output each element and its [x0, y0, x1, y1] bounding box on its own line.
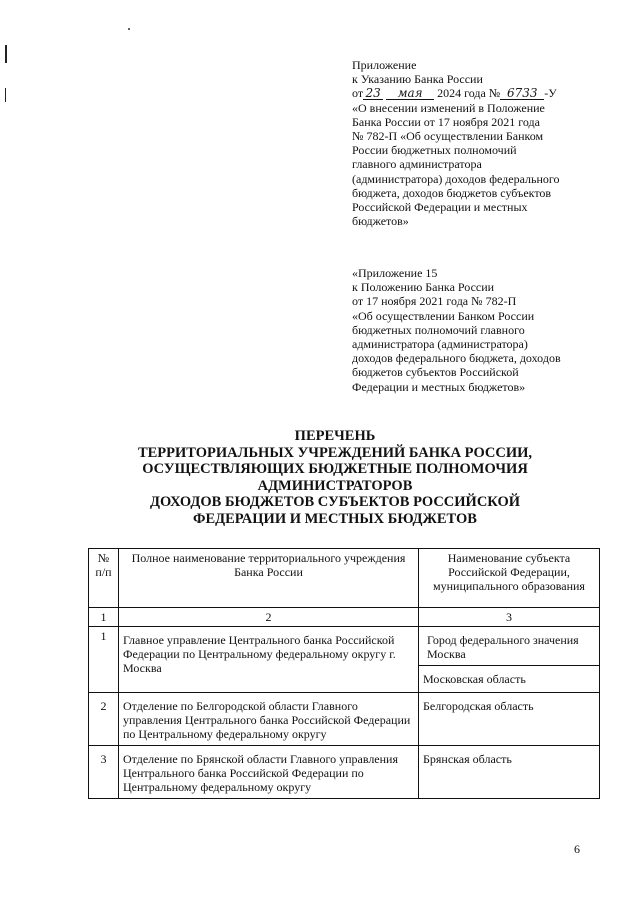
header-number: № п/п	[89, 549, 119, 608]
date-year: 2024 года №	[437, 86, 501, 101]
appendix-line: Банка России от 17 ноября 2021 года	[352, 114, 540, 129]
row-number: 1	[89, 627, 119, 693]
institution-name: Отделение по Белгородской области Главного управления Центрального банка Российской Федерации по Центральному федеральному округу	[119, 693, 419, 746]
scan-mark	[5, 45, 7, 63]
appendix15-line: от 17 ноября 2021 года № 782-П	[352, 294, 517, 309]
title-line: ТЕРРИТОРИАЛЬНЫХ УЧРЕЖДЕНИЙ БАНКА РОССИИ,	[137, 444, 533, 461]
institutions-table	[88, 548, 600, 799]
appendix-line: России бюджетных полномочий	[352, 143, 517, 158]
row-number: 2	[89, 693, 119, 746]
handwritten-day: 23	[363, 87, 383, 100]
number-suffix: -У	[544, 86, 557, 101]
appendix-date-line	[352, 86, 592, 100]
header-subject: Наименование субъекта Российской Федерации, муниципального образования	[419, 549, 600, 608]
subject-name: Брянская область	[419, 746, 600, 799]
appendix-header	[352, 58, 592, 228]
table-row	[89, 627, 600, 693]
row-number: 3	[89, 746, 119, 799]
subject-name: Город федерального значения Москва	[419, 627, 599, 666]
handwritten-doc-number: 6733	[500, 87, 544, 100]
header-institution: Полное наименование территориального учреждения Банка России	[119, 549, 419, 608]
appendix15-header	[352, 266, 592, 394]
subject-name: Московская область	[423, 672, 526, 686]
scan-dot	[128, 28, 130, 30]
column-number: 1	[89, 608, 119, 627]
column-number-row	[89, 608, 600, 627]
appendix-line: № 782-П «Об осуществлении Банком	[352, 129, 544, 144]
appendix15-line: доходов федерального бюджета, доходов	[352, 351, 561, 366]
subject-name: Белгородская область	[419, 693, 600, 746]
table-row	[89, 693, 600, 746]
appendix-line: бюджетов»	[352, 214, 409, 229]
scan-mark	[5, 88, 6, 102]
date-prefix: от	[352, 86, 364, 101]
title-line: ПЕРЕЧЕНЬ	[294, 428, 376, 444]
appendix-line: Российской Федерации и местных	[352, 200, 528, 215]
title-line: ОСУЩЕСТВЛЯЮЩИХ БЮДЖЕТНЫЕ ПОЛНОМОЧИЯ	[142, 461, 528, 477]
appendix-line: бюджета, доходов бюджетов субъектов	[352, 185, 552, 200]
title-line: ДОХОДОВ БЮДЖЕТОВ СУБЪЕКТОВ РОССИЙСКОЙ	[149, 494, 521, 510]
handwritten-month: мая	[386, 87, 434, 100]
appendix15-line: администратора (администратора)	[352, 337, 528, 352]
subject-cell	[419, 627, 600, 693]
table-row	[89, 746, 600, 799]
appendix15-line: бюджетов субъектов Российской	[352, 365, 519, 380]
appendix-line: «О внесении изменений в Положение	[352, 100, 545, 115]
column-number: 3	[419, 608, 600, 627]
table-header-row	[89, 549, 600, 608]
appendix15-line: к Положению Банка России	[352, 280, 495, 295]
institution-name: Главное управление Центрального банка Российской Федерации по Центральному федеральному округу г. Москва	[119, 627, 419, 693]
appendix15-line: бюджетных полномочий главного	[352, 322, 525, 337]
appendix-line: (администратора) доходов федерального	[352, 171, 560, 186]
appendix15-line: «Об осуществлении Банком России	[352, 308, 535, 323]
appendix15-line: Федерации и местных бюджетов»	[352, 379, 526, 394]
appendix-line: к Указанию Банка России	[352, 72, 483, 87]
appendix-line: главного администратора	[352, 157, 482, 172]
appendix-line: Приложение	[352, 58, 417, 72]
title-line: ФЕДЕРАЦИИ И МЕСТНЫХ БЮДЖЕТОВ	[193, 510, 477, 527]
column-number: 2	[119, 608, 419, 627]
page-number: 6	[574, 842, 580, 856]
title-line: АДМИНИСТРАТОРОВ	[257, 477, 413, 494]
institution-name: Отделение по Брянской области Главного управления Центрального банка Российской Федерации по Центральному федеральному округу	[119, 746, 419, 799]
appendix15-line: «Приложение 15	[352, 266, 438, 280]
document-title	[90, 428, 580, 527]
